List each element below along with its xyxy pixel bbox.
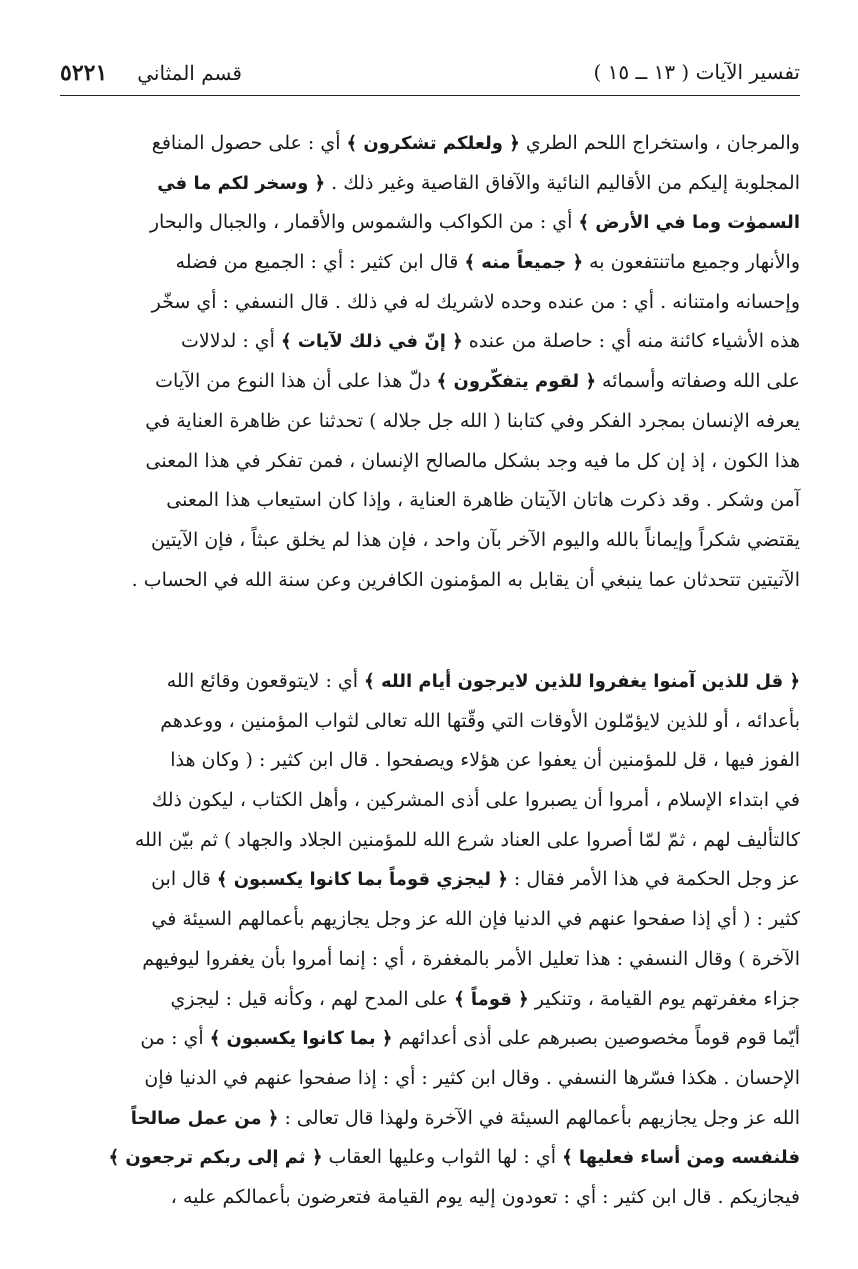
text-line bbox=[60, 442, 800, 482]
text-line bbox=[60, 900, 800, 940]
text-line bbox=[60, 362, 800, 402]
text-run: قال ابن bbox=[151, 868, 217, 891]
text-run: أي : لدلالات bbox=[180, 330, 281, 353]
header-title: تفسير الآيات ( ١٣ ــ ١٥ ) bbox=[593, 60, 800, 84]
verse-quote: ﴿ لقوم يتفكّرون ﴾ bbox=[436, 371, 597, 393]
text-run: المجلوبة إليكم من الأقاليم النائية والآفاق القاصية وغير ذلك . bbox=[325, 171, 800, 194]
text-run: أيّما قوم قوماً مخصوصين بصبرهم على أذى أعدائهم bbox=[392, 1027, 800, 1050]
verse-quote: ﴿ قوماً ﴾ bbox=[454, 988, 529, 1010]
text-run: فيجازيكم . قال ابن كثير : أي : تعودون إليه يوم القيامة فتعرضون بأعمالكم عليه ، bbox=[170, 1185, 800, 1208]
header-section-and-page bbox=[60, 60, 242, 86]
page-number: ٥٢٢١ bbox=[60, 60, 108, 86]
text-line bbox=[60, 203, 800, 243]
text-run: هذه الأشياء كائنة منه أي : حاصلة من عنده bbox=[462, 330, 800, 353]
text-line bbox=[60, 860, 800, 900]
running-header bbox=[60, 56, 800, 92]
text-run: كثير : ( أي إذا صفحوا عنهم في الدنيا فإن الله عز وجل يجازيهم بأعمالهم السيئة في bbox=[151, 908, 800, 931]
paragraph-2 bbox=[60, 662, 800, 1218]
text-run: هذا الكون ، إذ إن كل ما فيه وجد بشكل مالصالح الإنسان ، فمن تفكر في هذا المعنى bbox=[145, 449, 800, 472]
verse-quote: ﴿ جميعاً منه ﴾ bbox=[464, 252, 584, 274]
text-run: الفوز فيها ، قل للمؤمنين أن يعفوا عن هؤلاء ويصفحوا . قال ابن كثير : ( وكان هذا bbox=[170, 749, 800, 772]
text-run: على المدح لهم ، وكأنه قيل : ليجزي bbox=[170, 987, 455, 1010]
text-run: أي : من الكواكب والشموس والأقمار ، والجبال والبحار bbox=[149, 211, 579, 234]
verse-quote: ﴿ إنّ في ذلك لآيات ﴾ bbox=[280, 331, 463, 353]
text-run: جزاء مغفرتهم يوم القيامة ، وتنكير bbox=[528, 987, 800, 1010]
text-line bbox=[60, 980, 800, 1020]
text-run: كالتأليف لهم ، ثمّ لمّا أصروا على العناد شرع الله للمؤمنين الجلاد والجهاد ) ثم بيّن الله bbox=[134, 828, 800, 851]
text-line bbox=[60, 1138, 800, 1178]
text-run: عز وجل الحكمة في هذا الأمر فقال : bbox=[507, 868, 800, 891]
verse-quote: ﴿ ولعلكم تشكرون ﴾ bbox=[346, 133, 520, 154]
text-run: يعرفه الإنسان بمجرد الفكر وفي كتابنا ( الله جل جلاله ) تحدثنا عن ظاهرة العناية في bbox=[145, 409, 800, 432]
text-run: بأعدائه ، أو للذين لايؤمّلون الأوقات التي وقّتها الله تعالى لثواب المؤمنين ، ووعدهم bbox=[160, 709, 800, 732]
text-run: يقتضي شكراً وإيماناً بالله واليوم الآخر بآن واحد ، فإن هذا لم يخلق عبثاً ، فإن الآيتين bbox=[150, 528, 800, 551]
text-line bbox=[60, 741, 800, 781]
text-line bbox=[60, 702, 800, 742]
text-run: آمن وشكر . وقد ذكرت هاتان الآيتان ظاهرة العناية ، وإذا كان استيعاب هذا المعنى bbox=[166, 489, 800, 512]
text-line bbox=[60, 561, 800, 601]
text-run: في ابتداء الإسلام ، أمروا أن يصبروا على أذى المشركين ، وأهل الكتاب ، ليكون ذلك bbox=[151, 789, 800, 812]
text-line bbox=[60, 481, 800, 521]
text-run: الله عز وجل يجازيهم بأعمالهم السيئة في الآخرة ولهذا قال تعالى : bbox=[278, 1106, 800, 1129]
text-run: والمرجان ، واستخراج اللحم الطري bbox=[519, 132, 800, 154]
verse-quote: ﴿ قل للذين آمنوا يغفروا للذين لايرجون أيام الله ﴾ bbox=[364, 671, 800, 692]
text-line bbox=[60, 940, 800, 980]
header-rule bbox=[60, 95, 800, 96]
text-line bbox=[60, 821, 800, 861]
text-run: أي : على حصول المنافع bbox=[151, 132, 347, 154]
verse-quote: ﴿ ليجزي قوماً بما كانوا يكسبون ﴾ bbox=[216, 869, 508, 891]
text-line bbox=[60, 1019, 800, 1059]
text-line bbox=[60, 1099, 800, 1139]
text-run: الآخرة ) وقال النسفي : هذا تعليل الأمر بالمغفرة ، أي : إنما أمروا بأن يغفروا ليوفيهم bbox=[142, 947, 800, 970]
text-line bbox=[60, 124, 800, 164]
text-line bbox=[60, 1059, 800, 1099]
text-line bbox=[60, 243, 800, 283]
text-line bbox=[60, 662, 800, 702]
verse-quote: ﴿ ثم إلى ربكم ترجعون ﴾ bbox=[108, 1147, 323, 1169]
verse-quote: فلنفسه ومن أساء فعليها ﴾ bbox=[562, 1147, 800, 1169]
text-run: أي : من bbox=[140, 1027, 210, 1050]
text-line bbox=[60, 1178, 800, 1218]
text-line bbox=[60, 164, 800, 204]
verse-quote: ﴿ بما كانوا يكسبون ﴾ bbox=[209, 1028, 393, 1050]
text-line bbox=[60, 781, 800, 821]
text-line bbox=[60, 402, 800, 442]
verse-quote: ﴿ من عمل صالحاً bbox=[130, 1107, 279, 1129]
text-run: وإحسانه وامتنانه . أي : من عنده وحده لاشريك له في ذلك . قال النسفي : أي سخّر bbox=[151, 290, 800, 313]
verse-quote: ﴿ وسخر لكم ما في bbox=[157, 172, 326, 194]
header-section: قسم المثاني bbox=[137, 61, 242, 85]
text-line bbox=[60, 521, 800, 561]
paragraph-1 bbox=[60, 124, 800, 600]
text-run: قال ابن كثير : أي : الجميع من فضله bbox=[175, 251, 465, 274]
text-run: أي : لها الثواب وعليها العقاب bbox=[322, 1146, 563, 1169]
text-line bbox=[60, 322, 800, 362]
text-run: الإحسان . هكذا فسّرها النسفي . وقال ابن كثير : أي : إذا صفحوا عنهم في الدنيا فإن bbox=[144, 1066, 800, 1089]
text-line bbox=[60, 283, 800, 323]
verse-quote: السموٰت وما في الأرض ﴾ bbox=[578, 212, 800, 234]
text-run: أي : لايتوقعون وقائع الله bbox=[166, 670, 365, 692]
text-run: والأنهار وجميع ماتنتفعون به bbox=[583, 251, 800, 274]
text-run: دلّ هذا على أن هذا النوع من الآيات bbox=[155, 370, 437, 393]
text-run: الآتيتين تتحدثان عما ينبغي أن يقابل به المؤمنون الكافرين وعن سنة الله في الحساب . bbox=[131, 568, 800, 591]
text-run: على الله وصفاته وأسمائه bbox=[596, 370, 800, 393]
